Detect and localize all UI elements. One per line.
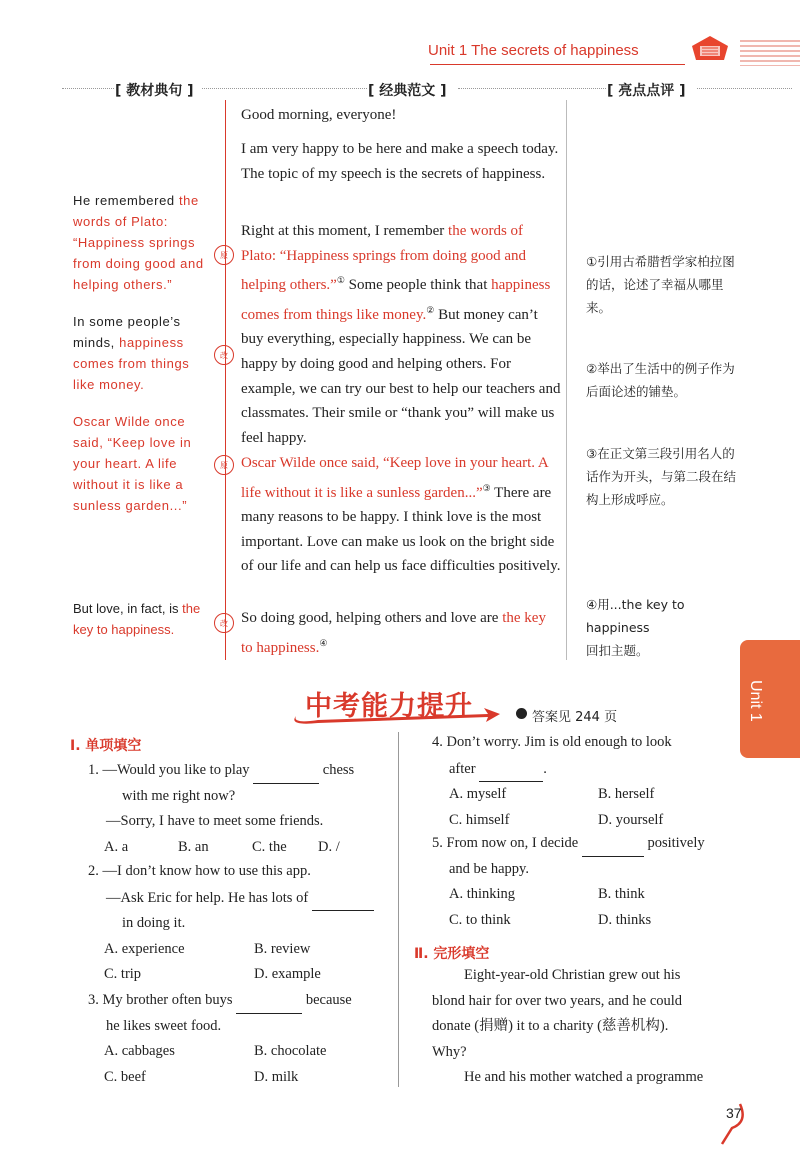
section-label-right: [ 亮点点评 ] bbox=[607, 83, 686, 99]
answer-blank[interactable] bbox=[479, 756, 543, 783]
comment-note-3: ③在正文第三段引用名人的话作为开头，与第二段在结构上形成呼应。 bbox=[586, 446, 737, 507]
question-5 bbox=[432, 830, 737, 933]
option[interactable]: C. the bbox=[252, 838, 287, 855]
option[interactable]: B. an bbox=[178, 838, 209, 855]
dotted-rule bbox=[697, 88, 792, 89]
question-text: . bbox=[543, 760, 547, 777]
essay-highlight: the words of Plato: “Happiness springs from doing good and helping others.” bbox=[241, 223, 526, 294]
quote-highlight: the key to happiness. bbox=[73, 601, 201, 637]
essay-text: But money can’t buy everything, especially happiness. We can be happy by doing good and helping others. For example, we can try our best to help our teachers and classmates. Their smile or “thank you” will make us feel happy. bbox=[241, 306, 561, 446]
option[interactable]: D. thinks bbox=[598, 911, 652, 928]
option[interactable]: B. think bbox=[598, 886, 645, 902]
essay-greeting: Good morning, everyone! bbox=[241, 107, 397, 123]
note-marker: ② bbox=[426, 304, 435, 315]
option[interactable]: A. experience bbox=[104, 940, 185, 957]
note-marker: ③ bbox=[482, 482, 491, 493]
page-number: 37 bbox=[726, 1105, 742, 1121]
passage-line: blond hair for over two years, and he could bbox=[432, 992, 683, 1009]
quote-highlight: happiness comes from things like money. bbox=[73, 335, 190, 392]
answer-blank[interactable] bbox=[582, 830, 644, 857]
header-rule bbox=[430, 64, 685, 65]
essay-highlight: the key to happiness. bbox=[241, 610, 546, 656]
question-text: 3. My brother often buys bbox=[88, 992, 237, 1008]
answer-blank[interactable] bbox=[312, 885, 374, 912]
question-text: 2. —I don’t know how to use this app. bbox=[88, 863, 311, 879]
essay-paragraph-3 bbox=[241, 451, 561, 579]
textbook-quote-2 bbox=[73, 311, 213, 395]
original-badge: 原 bbox=[214, 245, 234, 265]
unit-title: Unit 1 The secrets of happiness bbox=[428, 42, 639, 59]
option[interactable]: D. example bbox=[254, 966, 321, 982]
question-text: because bbox=[302, 992, 352, 1008]
modified-badge: 改 bbox=[214, 345, 234, 365]
option[interactable]: A. cabbages bbox=[104, 1043, 175, 1059]
column-divider bbox=[398, 732, 399, 1087]
dotted-rule bbox=[458, 88, 606, 89]
question-text: positively bbox=[643, 835, 705, 851]
question-3 bbox=[88, 987, 393, 1090]
question-text: after bbox=[449, 760, 480, 777]
essay-paragraph-1: I am very happy to be here and make a speech today. The topic of my speech is the secrets of happiness. bbox=[241, 141, 559, 182]
cloze-passage bbox=[432, 963, 737, 1091]
option[interactable]: C. himself bbox=[449, 811, 510, 828]
question-text: chess bbox=[319, 762, 355, 778]
section-banner-title: 中考能力提升 bbox=[305, 691, 473, 722]
quote-text: But love, in fact, is bbox=[73, 601, 179, 616]
column-divider bbox=[566, 100, 567, 660]
textbook-quote-4 bbox=[73, 598, 213, 640]
modified-badge: 改 bbox=[214, 613, 234, 633]
question-text: in doing it. bbox=[122, 915, 186, 931]
option[interactable]: C. trip bbox=[104, 966, 142, 982]
essay-paragraph-4 bbox=[241, 606, 561, 660]
option[interactable]: A. a bbox=[104, 838, 129, 855]
comment-note-2: ②举出了生活中的例子作为后面论述的铺垫。 bbox=[586, 361, 735, 399]
dotted-rule bbox=[202, 88, 367, 89]
side-tab-label: Unit 1 bbox=[747, 680, 764, 722]
note-marker: ④ bbox=[319, 637, 328, 648]
header-stripes bbox=[740, 40, 800, 66]
note-marker: ① bbox=[336, 275, 345, 286]
note-text: ④用...the key to happiness bbox=[586, 597, 685, 635]
essay-text: So doing good, helping others and love are bbox=[241, 610, 503, 626]
option[interactable]: C. to think bbox=[449, 911, 511, 928]
section-label-middle: [ 经典范文 ] bbox=[368, 83, 447, 99]
option[interactable]: A. thinking bbox=[449, 886, 516, 902]
passage-line: donate (捐赠) it to a charity (慈善机构). bbox=[432, 1018, 669, 1034]
essay-text: Some people think that bbox=[344, 277, 492, 294]
column-divider bbox=[225, 100, 226, 660]
dotted-rule bbox=[62, 88, 114, 89]
textbook-quote-1 bbox=[73, 190, 213, 295]
answer-blank[interactable] bbox=[253, 757, 319, 784]
option[interactable]: C. beef bbox=[104, 1068, 146, 1085]
question-text: —Ask Eric for help. He has lots of bbox=[106, 889, 312, 906]
question-2 bbox=[88, 859, 393, 988]
passage-line: Eight-year-old Christian grew out his bbox=[464, 967, 681, 983]
section-heading-multiple-choice: Ⅰ. 单项填空 bbox=[70, 738, 142, 754]
book-emblem-icon bbox=[688, 32, 732, 62]
option[interactable]: A. myself bbox=[449, 786, 507, 802]
quote-text: In some people’s minds, bbox=[73, 314, 181, 350]
question-4 bbox=[432, 730, 737, 833]
quote-text: He remembered bbox=[73, 193, 175, 208]
essay-highlight: happiness comes from things like money. bbox=[241, 277, 551, 323]
note-text: 回扣主题。 bbox=[586, 643, 649, 658]
option[interactable]: D. / bbox=[318, 838, 340, 855]
answer-blank[interactable] bbox=[236, 987, 302, 1014]
answer-reference: 答案见 244 页 bbox=[532, 710, 618, 725]
passage-line: He and his mother watched a programme bbox=[464, 1069, 704, 1085]
question-text: 5. From now on, I decide bbox=[432, 835, 582, 851]
essay-text: Right at this moment, I remember bbox=[241, 223, 449, 239]
quote-highlight: the words of Plato: “Happiness springs from doing good and helping others.” bbox=[73, 193, 204, 292]
passage-line: Why? bbox=[432, 1043, 467, 1060]
textbook-quote-3: Oscar Wilde once said, “Keep love in your heart. A life without it is like a sunless garden...” bbox=[73, 414, 192, 513]
option[interactable]: D. yourself bbox=[598, 811, 664, 828]
question-text: —Sorry, I have to meet some friends. bbox=[106, 813, 324, 829]
question-text: and be happy. bbox=[449, 860, 529, 877]
essay-paragraph-2 bbox=[241, 219, 561, 450]
question-text: with me right now? bbox=[122, 787, 236, 804]
option[interactable]: B. herself bbox=[598, 786, 655, 802]
comment-note-4 bbox=[586, 593, 736, 662]
option[interactable]: D. milk bbox=[254, 1068, 299, 1085]
comment-note-1: ①引用古希腊哲学家柏拉图的话，论述了幸福从哪里来。 bbox=[586, 254, 735, 315]
essay-highlight: Oscar Wilde once said, “Keep love in your heart. A life without it is like a sunless garden...” bbox=[241, 455, 548, 501]
question-1 bbox=[88, 757, 393, 860]
original-badge: 原 bbox=[214, 455, 234, 475]
play-icon bbox=[516, 708, 527, 719]
question-text: he likes sweet food. bbox=[106, 1017, 222, 1034]
question-text: 1. —Would you like to play bbox=[88, 762, 254, 778]
option[interactable]: B. chocolate bbox=[254, 1043, 327, 1059]
question-text: 4. Don’t worry. Jim is old enough to look bbox=[432, 734, 672, 750]
section-label-left: [ 教材典句 ] bbox=[115, 83, 194, 99]
section-heading-cloze: Ⅱ. 完形填空 bbox=[414, 946, 490, 962]
option[interactable]: B. review bbox=[254, 940, 311, 957]
essay-text: There are many reasons to be happy. I think love is the most important. Love can make us look on the bright side of our life and can help us face difficulties positively. bbox=[241, 484, 561, 575]
